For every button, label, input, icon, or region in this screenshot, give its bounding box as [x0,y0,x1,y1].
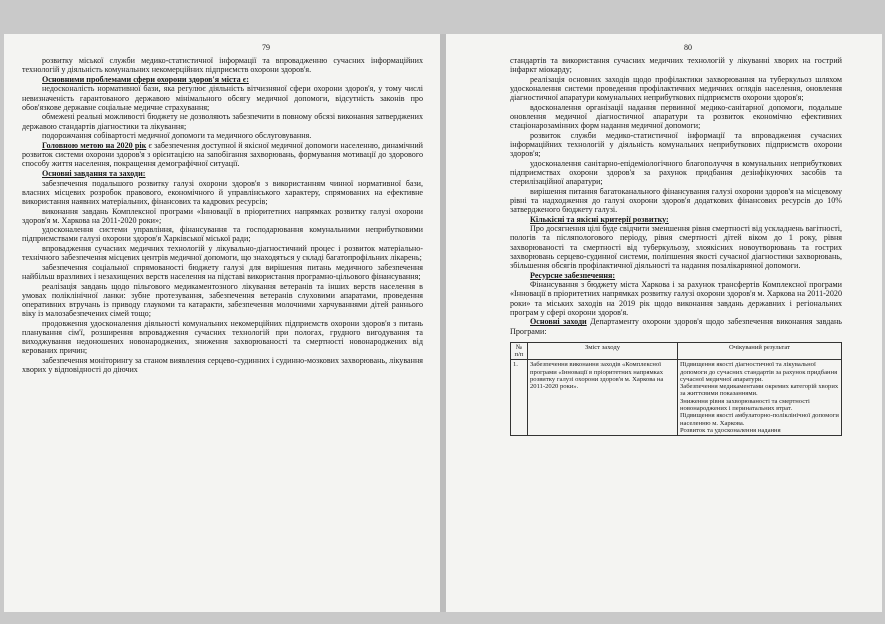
table-row [511,360,842,436]
paragraph-text: є забезпечення доступної й якісної медичної допомоги населенню, динамічний розвиток системи охорони здоров'я з орієнтацією на запобігання захворювань, формування мотивації до здорового способу життя населення, покращення демографічної ситуації. [22,140,423,169]
paragraph: удосконалення санітарно-епідеміологічного благополуччя в комунальних неприбуткових підприємствах охорони здоров'я за рахунок придбання дезінфікуючих засобів та стерилізаційної апаратури; [510,158,842,187]
left-page-text [22,56,423,374]
page-number: 79 [262,43,270,52]
section-heading [22,169,423,178]
paragraph: недосконалість нормативної бази, яка регулює діяльність вітчизняної сфери охорони здоров'я, у тому числі невизначеність гарантованого державою мінімального обсягу медичної допомоги, відсутність законів про обов'язкове державне соціальне медичне страхування; [22,84,423,112]
paragraph: Фінансування з бюджету міста Харкова і за рахунок трансфертів Комплексної програми «Інновації в пріоритетних напрямках розвитку галузі охорони здоров'я м. Харкова на 2011-2020 роки» та міських заходів на 2019 рік щодо виконання завдань державних і регіональних програм у сфері охорони здоров'я. [510,280,842,317]
result-item: Розвиток та удосконалення надання [680,426,781,434]
paragraph [22,141,423,168]
left-page [4,34,440,612]
column-header-result: Очікуваний результат [678,342,842,360]
paragraph: забезпечення соціальної спрямованості бюджету галузі для вирішення питань медичного забезпечення найбільш вразливих і незахищених верств населення на підставі використання програмно-цільового фінансування; [22,262,423,282]
paragraph-text: Департаменту охорони здоров'я щодо забезпечення виконання завдань Програми: [510,317,843,336]
measures-table [510,342,842,437]
right-page-text [510,56,842,336]
paragraph: реалізація основних заходів щодо профілактики захворювання на туберкульоз шляхом удосконалення системи проведення профілактичних медичних оглядів населення, оновлення діагностичної апаратури комунальних неприбуткових підприємств охорони здоров'я; [510,74,842,103]
result-item: Забезпечення медикаментами окремих категорій хворих за життєвими показаннями. [680,383,839,398]
result-item: Підвищення якості діагностичної та лікувальної допомоги до сучасних стандартів за рахунок придбання сучасної медичної апаратури. [680,361,838,383]
paragraph: подорожчання собівартості медичної допомоги та медичного обслуговування. [42,131,312,141]
paragraph: реалізація завдань щодо пільгового медикаментозного лікування ветеранів та інших верств населення в умовах поліклінічної ланки: зубне протезування, забезпечення ветеранів слуховими апаратами, проведення оперативних втручань із приводу глаукоми та катаракти, забезпечення молочними харчуваннями дітей раннього віку із малозабезпечених сімей тощо; [22,281,423,319]
paragraph: розвиток служби медико-статистичної інформації та впровадження сучасних інформаційних технологій у діяльність комунальних неприбуткових підприємств охорони здоров'я; [510,130,842,159]
paragraph: стандартів та використання сучасних медичних технологій у лікуванні хворих на гострий інфаркт міокарду; [510,56,842,75]
paragraph: обмежені реальні можливості бюджету не дозволяють забезпечити в повному обсязі виконання затверджених державою стандартів діагностики та лікування; [22,112,423,131]
paragraph: забезпечення подальшого розвитку галузі охорони здоров'я з використанням чинної нормативної бази, власних місцевих розробок правового, економічного й управлінського характеру, спрямованих на ефективне використання наявних матеріальних, фінансових та кадрових ресурсів; [22,178,423,206]
section-heading-text: Основні завдання та заходи: [42,168,146,178]
section-heading-text: Основними проблемами сфери охорони здоров'я міста є: [42,74,249,84]
paragraph: забезпечення моніторингу за станом виявлення серцево-судинних і судинно-мозкових захворювань, лікування хворих у відповідності до діючих [22,356,424,375]
column-header-number: № п/п [511,342,528,360]
emphasis-text: Головною метою на 2020 рік [42,140,147,150]
row-results [678,360,842,436]
result-item: Підвищення якості амбулаторно-поліклінічної допомоги населенню м. Харкова. [680,412,839,427]
column-header-measure: Зміст заходу [528,342,678,360]
paragraph: удосконалення системи управління, фінансування та господарювання комунальними неприбутковими підприємствами галузі охорони здоров'я Харківської міської ради; [22,225,423,244]
paragraph: розвитку міської служби медико-статистичної інформації та впровадженню сучасних інформаційних технологій у діяльність комунальних некомерційних підприємств охорони здоров'я. [22,56,423,75]
paragraph: Про досягнення цілі буде свідчити зменшення рівня смертності від ускладнень вагітності, пологів та післяпологового періоду, рівня смертності дітей віком до 1 року, рівня захворюваності та смертності від туберкульозу, злоякісних новоутворювань та гострих захворювань серцево-судинної системи, поліпшення якості сучасної діагностики захворювань, збільшення обсягів профілактичної діяльності та надання позалікарняної допомоги. [510,224,842,270]
paragraph: вдосконалення організації надання первинної медико-санітарної допомоги, подальше оновлення медичної діагностичної апаратури та розвиток економічно ефективних стаціонарозамінних форм надання медичної допомоги; [510,102,842,131]
row-number: 1. [511,360,528,436]
section-heading-text: Кількісні та якісні критерії розвитку: [530,214,669,224]
section-heading [510,271,842,280]
paragraph: виконання завдань Комплексної програми «Інновації в пріоритетних напрямках розвитку галузі охорони здоров'я м. Харкова на 2011-2020 роки»; [22,206,423,225]
result-item: Зниження рівня захворюваності та смертності новонароджених і перинатальних втрат. [680,397,810,413]
emphasis-text: Основні заходи [530,317,587,327]
right-page [446,34,882,612]
paragraph: продовження удосконалення діяльності комунальних некомерційних підприємств охорони здоров'я з питань планування сім'ї, розширення впровадження сучасних технологій при пологах, грудного вигодування та виходжування недоношених новонароджених, зниження захворюваності та смертності новонароджених від керованих причин; [22,318,423,356]
section-heading-text: Ресурсне забезпечення: [530,270,616,280]
section-heading [510,215,842,224]
paragraph: впровадження сучасних медичних технологій у лікувально-діагностичний процес і розвиток матеріально-технічного забезпечення місцевих центрів медичної допомоги, що знаходяться у складі багатопрофільних лікарень; [22,244,423,263]
table-header-row [511,342,842,360]
page-number: 80 [684,43,692,52]
row-measure: Забезпечення виконання заходів «Комплексної програми «Інновації в пріоритетних напрямках розвитку галузі охорони здоров'я м. Харкова на 2011-2020 роки». [528,360,678,436]
paragraph: вирішення питання багатоканального фінансування галузі охорони здоров'я на місцевому рівні та надходження до галузі охорони здоров'я додаткових фінансових ресурсів до 10% затвердженого бюджету галузі. [510,186,842,214]
paragraph [510,317,842,335]
section-heading [22,75,423,84]
